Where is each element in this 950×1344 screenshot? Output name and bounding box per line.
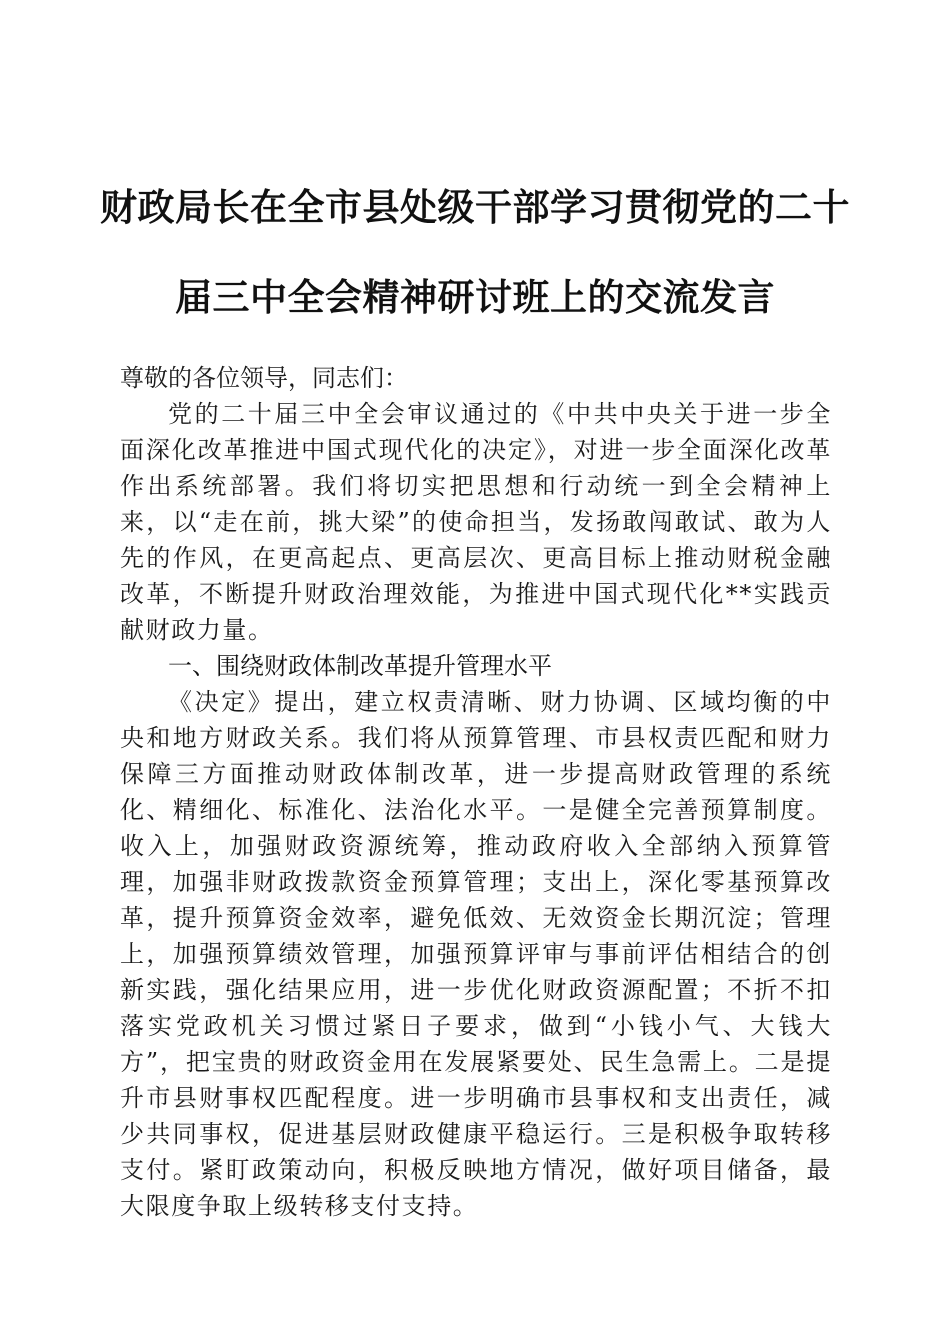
paragraph-intro: 党的二十届三中全会审议通过的《中共中央关于进一步全面深化改革推进中国式现代化的决定》，对进一步全面深化改革作出系统部署。我们将切实把思想和行动统一到全会精神上来，以“走在前，挑大梁”的使命担当，发扬敢闯敢试、敢为人先的作风，在更高起点、更高层次、更高目标上推动财税金融改革，不断提升财政治理效能，为推进中国式现代化**实践贡献财政力量。 [120, 400, 832, 644]
title-line-2: 届三中全会精神研讨班上的交流发言 [175, 275, 775, 319]
title-line-1: 财政局长在全市县处级干部学习贯彻党的二十 [100, 185, 850, 229]
document-body [120, 360, 832, 1224]
section-heading-1: 一、围绕财政体制改革提升管理水平 [168, 652, 552, 680]
salutation: 尊敬的各位领导，同志们： [120, 364, 408, 392]
document-title [100, 162, 850, 342]
paragraph-section-1: 《决定》提出，建立权责清晰、财力协调、区域均衡的中央和地方财政关系。我们将从预算管理、市县权责匹配和财力保障三方面推动财政体制改革，进一步提高财政管理的系统化、精细化、标准化、法治化水平。一是健全完善预算制度。收入上，加强财政资源统筹，推动政府收入全部纳入预算管理，加强非财政拨款资金预算管理；支出上，深化零基预算改革，提升预算资金效率，避免低效、无效资金长期沉淀；管理上，加强预算绩效管理，加强预算评审与事前评估相结合的创新实践，强化结果应用，进一步优化财政资源配置；不折不扣落实党政机关习惯过紧日子要求，做到“小钱小气、大钱大方”，把宝贵的财政资金用在发展紧要处、民生急需上。二是提升市县财事权匹配程度。进一步明确市县事权和支出责任，减少共同事权，促进基层财政健康平稳运行。三是积极争取转移支付。紧盯政策动向，积极反映地方情况，做好项目储备，最大限度争取上级转移支付支持。 [120, 688, 832, 1220]
